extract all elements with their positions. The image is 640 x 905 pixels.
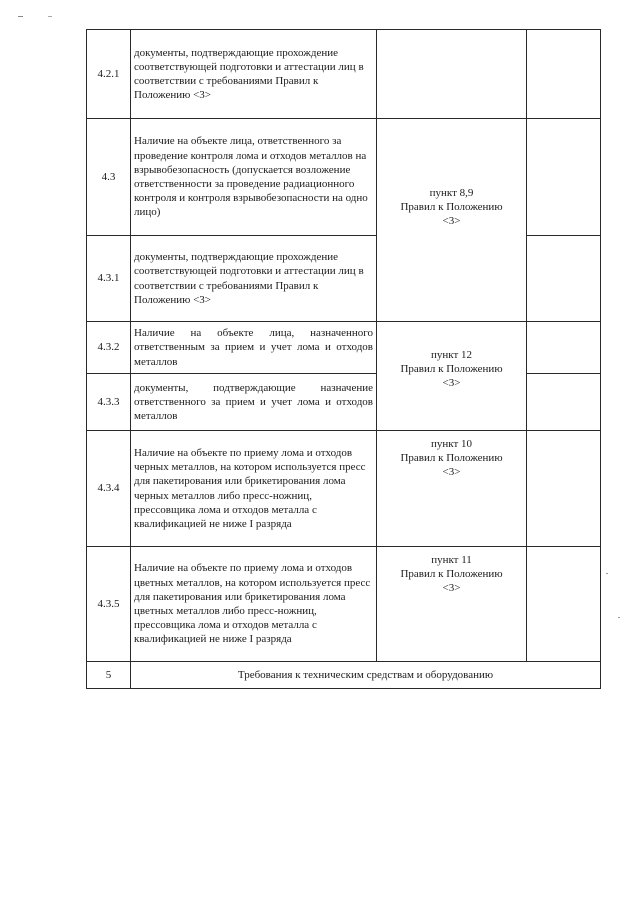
scan-mark (606, 573, 608, 574)
mark-cell (527, 30, 601, 119)
row-number: 4.3.4 (87, 431, 131, 547)
reference-clause: пункт 11 (431, 554, 472, 566)
scan-mark (618, 617, 620, 618)
section-number: 5 (87, 662, 131, 689)
table-row (87, 547, 601, 662)
reference-source: Правил к Положению (400, 363, 503, 376)
reference-cell (377, 547, 527, 662)
mark-cell (527, 236, 601, 322)
reference-source: Правил к Положению (400, 201, 503, 214)
row-number: 4.3.2 (87, 322, 131, 374)
requirement-text: документы, подтверждающие прохождение соответствующей подготовки и аттестации лиц в соответствии с требованиями Правил к Положению <3> (131, 30, 377, 119)
section-title: Требования к техническим средствам и оборудованию (131, 662, 601, 689)
table-row (87, 30, 601, 119)
mark-cell (527, 431, 601, 547)
table-row (87, 119, 601, 236)
reference-cell (377, 322, 527, 431)
mark-cell (527, 374, 601, 431)
reference-footnote: <3> (442, 377, 461, 390)
reference-source: Правил к Положению (400, 452, 503, 465)
requirement-text: Наличие на объекте лица, назначенного ответственным за прием и учет лома и отходов металлов (131, 322, 377, 374)
section-row (87, 662, 601, 689)
row-number: 4.2.1 (87, 30, 131, 119)
reference-clause: пункт 10 (430, 438, 473, 450)
reference-clause: пункт 12 (430, 349, 473, 361)
row-number: 4.3.5 (87, 547, 131, 662)
reference-footnote: <3> (442, 466, 461, 479)
requirement-text: Наличие на объекте по приему лома и отходов черных металлов, на котором используется пресс для пакетирования или брикетирования лома черных металлов либо пресс-ножниц, прессовщика лома и отходов металла с квалификацией не ниже I разряда (131, 431, 377, 547)
requirement-text: документы, подтверждающие назначение ответственного за прием и учет лома и отходов металлов (131, 374, 377, 431)
reference-cell (377, 30, 527, 119)
requirement-text: Наличие на объекте по приему лома и отходов цветных металлов, на котором используется пресс для пакетирования или брикетирования лома цветных металлов либо пресс-ножниц, прессовщика лома и отходов металла с квалификацией не ниже I разряда (131, 547, 377, 662)
reference-cell (377, 119, 527, 322)
mark-cell (527, 322, 601, 374)
mark-cell (527, 119, 601, 236)
scan-mark (48, 16, 52, 17)
scan-mark (18, 16, 23, 17)
reference-source: Правил к Положению (400, 568, 503, 581)
reference-cell (377, 431, 527, 547)
reference-footnote: <3> (442, 582, 461, 595)
row-number: 4.3.3 (87, 374, 131, 431)
requirement-text: документы, подтверждающие прохождение соответствующей подготовки и аттестации лиц в соответствии с требованиями Правил к Положению <3> (131, 236, 377, 322)
table-row (87, 431, 601, 547)
mark-cell (527, 547, 601, 662)
requirement-text: Наличие на объекте лица, ответственного за проведение контроля лома и отходов металлов на взрывобезопасность (допускается возложение ответственности за проведение радиационного контроля и контроля взрывобезопасности на одно лицо) (131, 119, 377, 236)
reference-footnote: <3> (442, 215, 461, 228)
row-number: 4.3 (87, 119, 131, 236)
reference-clause: пункт 8,9 (429, 187, 474, 199)
table-row (87, 322, 601, 374)
row-number: 4.3.1 (87, 236, 131, 322)
requirements-table (86, 29, 601, 689)
